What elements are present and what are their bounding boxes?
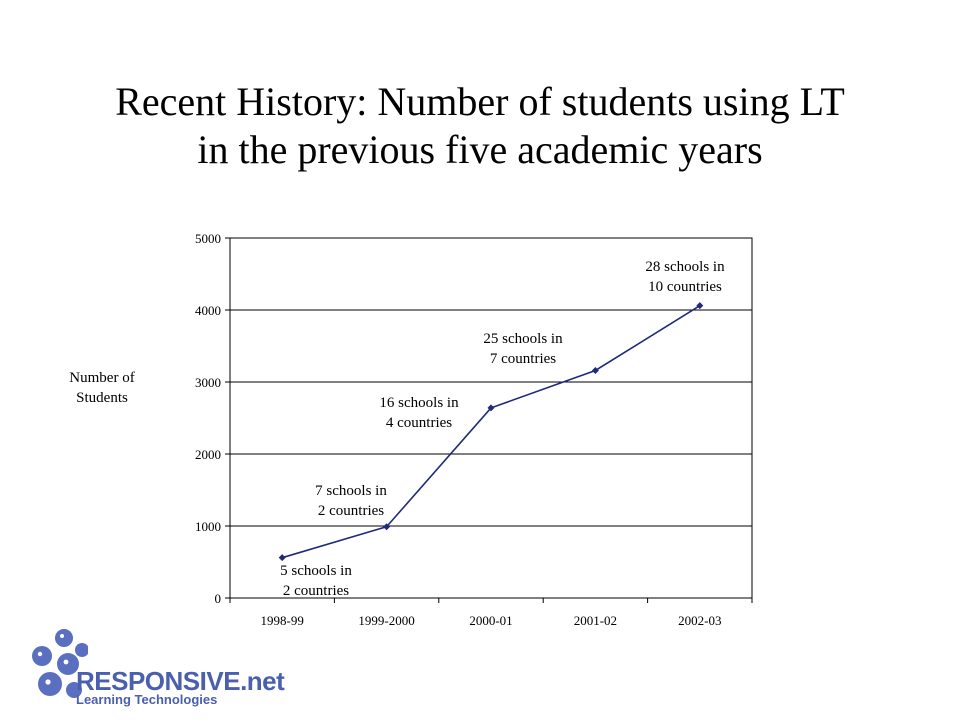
logo-tagline: Learning Technologies <box>76 692 218 707</box>
data-annotation: 2 countries <box>317 503 385 519</box>
y-tick-label: 5000 <box>195 231 221 246</box>
data-annotation: 16 schools in <box>379 395 459 411</box>
y-tick-label: 2000 <box>195 447 221 462</box>
data-annotation: 7 schools in <box>315 483 387 499</box>
data-annotation: 4 countries <box>385 415 453 431</box>
x-tick-label: 2002-03 <box>678 613 722 628</box>
y-tick-label: 1000 <box>195 519 221 534</box>
data-annotation: 28 schools in <box>645 259 725 275</box>
data-annotation: 2 countries <box>282 583 350 599</box>
data-annotation: 7 countries <box>489 351 557 367</box>
y-tick-label: 0 <box>214 591 221 606</box>
x-tick-label: 2001-02 <box>573 613 618 628</box>
responsive-logo <box>28 628 285 712</box>
slide-title-line-2: in the previous five academic years <box>197 127 763 172</box>
y-tick-label: 3000 <box>195 375 221 390</box>
x-tick-label: 1999-2000 <box>358 613 415 628</box>
data-point <box>279 554 286 561</box>
x-tick-label: 2000-01 <box>469 613 513 628</box>
y-axis-label-line-1: Number of <box>69 370 135 386</box>
logo-name: RESPONSIVE <box>76 666 241 696</box>
y-tick-label: 4000 <box>195 303 221 318</box>
slide-title-line-1: Recent History: Number of students using LT <box>115 79 845 124</box>
data-annotation: 5 schools in <box>280 563 352 579</box>
logo-suffix: .net <box>240 666 285 696</box>
data-annotation: 10 countries <box>648 279 722 295</box>
x-tick-label: 1998-99 <box>260 613 304 628</box>
y-axis-label-line-2: Students <box>76 390 128 406</box>
data-annotation: 25 schools in <box>483 331 563 347</box>
